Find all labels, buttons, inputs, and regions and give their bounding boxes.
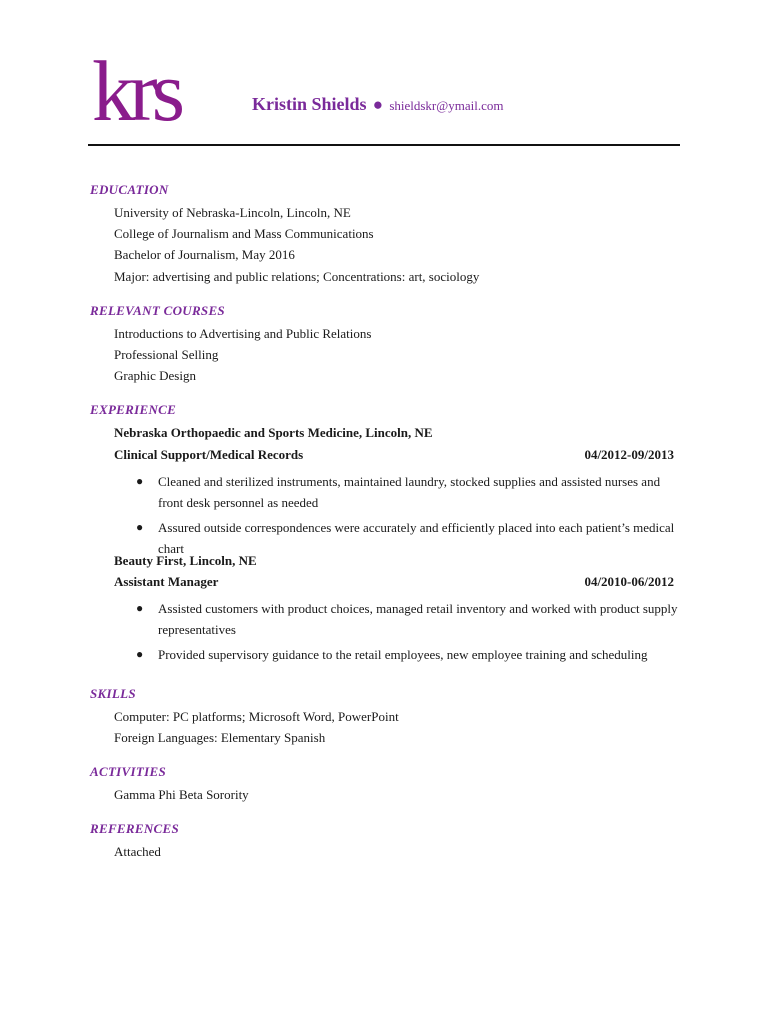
separator-dot: ● — [372, 95, 384, 114]
education-line: College of Journalism and Mass Communications — [114, 226, 374, 242]
candidate-name: Kristin Shields — [252, 94, 367, 114]
course-line: Graphic Design — [114, 368, 196, 384]
experience-section — [90, 402, 680, 665]
bullet-icon: ● — [136, 647, 144, 662]
job-bullets — [90, 471, 680, 560]
experience-title: EXPERIENCE — [90, 402, 177, 418]
job-bullet: ● Cleaned and sterilized instruments, maintained laundry, stocked supplies and assisted nurses and front desk personnel as needed — [158, 471, 680, 513]
courses-section — [90, 303, 680, 387]
email-link[interactable]: shieldskr@ymail.com — [389, 98, 504, 113]
job-entry — [90, 550, 680, 666]
skill-line: Computer: PC platforms; Microsoft Word, PowerPoint — [114, 708, 399, 724]
job-dates: 04/2012-09/2013 — [584, 446, 674, 462]
education-section — [90, 182, 680, 287]
job-dates: 04/2010-06/2012 — [584, 573, 674, 589]
job-bullet: ● Provided supervisory guidance to the retail employees, new employee training and scheduling — [158, 644, 680, 665]
job-role: Assistant Manager — [114, 573, 219, 589]
activities-section — [90, 764, 680, 805]
activities-title: ACTIVITIES — [90, 764, 166, 780]
bullet-icon: ● — [136, 601, 144, 616]
resume-body — [90, 182, 680, 862]
header — [252, 94, 503, 115]
references-title: REFERENCES — [90, 821, 179, 837]
job-bullets — [90, 598, 680, 666]
skill-line: Foreign Languages: Elementary Spanish — [114, 729, 326, 745]
education-line: University of Nebraska-Lincoln, Lincoln, NE — [114, 205, 351, 220]
education-title: EDUCATION — [90, 182, 169, 197]
skills-title: SKILLS — [90, 685, 136, 701]
education-line: Bachelor of Journalism, May 2016 — [114, 247, 295, 263]
job-role-row — [114, 444, 680, 465]
skills-section — [90, 686, 680, 748]
education-line: Major: advertising and public relations; Concentrations: art, sociology — [114, 268, 480, 284]
bullet-icon: ● — [136, 520, 144, 535]
employer-name: Beauty First, Lincoln, NE — [114, 552, 257, 568]
courses-title: RELEVANT COURSES — [90, 302, 225, 318]
job-bullet: ● Assured outside correspondences were accurately and efficiently placed into each patient’s medical chart — [158, 517, 680, 559]
krs-logo: krs — [92, 43, 180, 139]
job-bullet: ● Assisted customers with product choices, managed retail inventory and worked with product supply representatives — [158, 598, 680, 640]
bullet-icon: ● — [136, 473, 144, 488]
header-divider — [88, 144, 680, 146]
references-section — [90, 821, 680, 862]
course-line: Professional Selling — [114, 347, 219, 363]
job-role-row — [114, 571, 680, 592]
activity-line: Gamma Phi Beta Sorority — [114, 787, 249, 803]
employer-name: Nebraska Orthopaedic and Sports Medicine, Lincoln, NE — [114, 425, 433, 441]
job-entry — [90, 422, 680, 559]
references-line: Attached — [114, 844, 161, 860]
course-line: Introductions to Advertising and Public Relations — [114, 325, 372, 341]
job-employer — [114, 422, 680, 443]
job-role: Clinical Support/Medical Records — [114, 446, 304, 462]
